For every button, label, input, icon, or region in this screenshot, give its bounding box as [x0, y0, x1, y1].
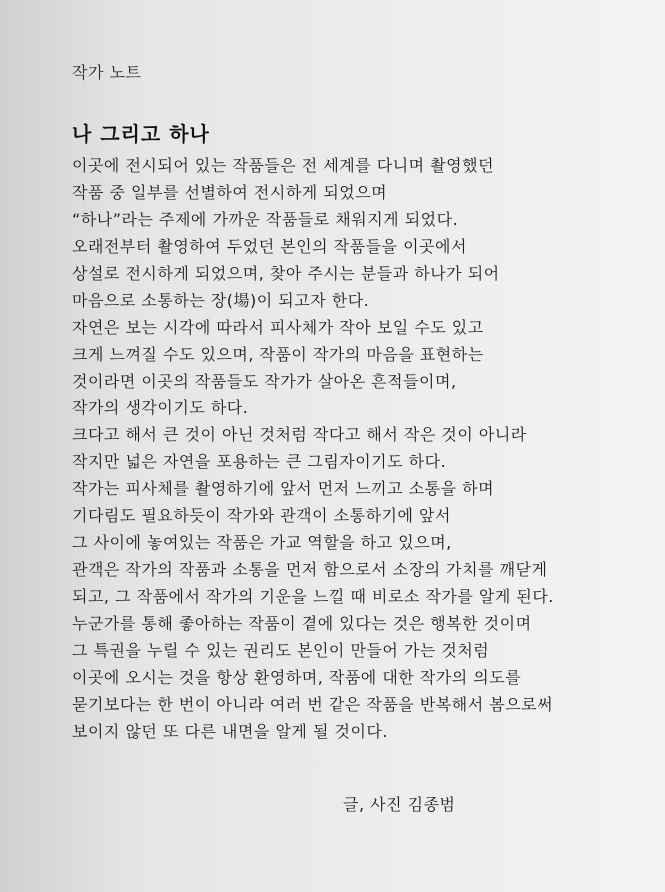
body-line: 기다림도 필요하듯이 작가와 관객이 소통하기에 앞서: [72, 506, 451, 526]
body-line: 작가는 피사체를 촬영하기에 앞서 먼저 느끼고 소통을 하며: [72, 479, 495, 499]
body-line: 묻기보다는 한 번이 아니라 여러 번 같은 작품을 반복해서 봄으로써: [72, 694, 554, 714]
section-label: 작가 노트: [72, 63, 142, 82]
body-line: 누군가를 통해 좋아하는 작품이 곁에 있다는 것은 행복한 것이며: [72, 613, 532, 633]
page-title: 나 그리고 하나: [72, 122, 210, 146]
body-line: 되고, 그 작품에서 작가의 기운을 느낄 때 비로소 작가를 알게 된다.: [72, 587, 554, 606]
body-line: 크다고 해서 큰 것이 아닌 것처럼 작다고 해서 작은 것이 아니라: [72, 425, 527, 445]
body-line: 관객은 작가의 작품과 소통을 먼저 함으로서 소장의 가치를 깨닫게: [72, 560, 548, 580]
body-line: 작지만 넓은 자연을 포용하는 큰 그림자이기도 하다.: [72, 452, 447, 472]
author-signature: 글, 사진 김종범: [343, 795, 456, 814]
body-line: 그 특권을 누릴 수 있는 권리도 본인이 만들어 가는 것처럼: [72, 640, 490, 660]
note-body: [72, 153, 554, 746]
body-line: 것이라면 이곳의 작품들도 작가가 살아온 흔적들이며,: [72, 371, 457, 391]
body-line: 크게 느껴질 수도 있으며, 작품이 작가의 마음을 표현하는: [72, 344, 484, 364]
body-line: 이곳에 오시는 것을 항상 환영하며, 작품에 대한 작가의 의도를: [72, 667, 522, 687]
body-line: 그 사이에 놓여있는 작품은 가교 역할을 하고 있으며,: [72, 533, 452, 553]
body-line: 오래전부터 촬영하여 두었던 본인의 작품들을 이곳에서: [72, 236, 467, 256]
body-line: 자연은 보는 시각에 따라서 피사체가 작아 보일 수도 있고: [72, 317, 484, 337]
body-line: 작가의 생각이기도 하다.: [72, 398, 249, 418]
body-line: 보이지 않던 또 다른 내면을 알게 될 것이다.: [72, 721, 388, 741]
body-line: “하나”라는 주제에 가까운 작품들로 채워지게 되었다.: [72, 209, 459, 229]
body-line: 작품 중 일부를 선별하여 전시하게 되었으며: [72, 182, 388, 202]
body-line: 상설로 전시하게 되었으며, 찾아 주시는 분들과 하나가 되어: [72, 263, 500, 283]
body-line: 마음으로 소통하는 장(場)이 되고자 한다.: [72, 290, 370, 310]
body-line: 이곳에 전시되어 있는 작품들은 전 세계를 다니며 촬영했던: [72, 156, 495, 175]
